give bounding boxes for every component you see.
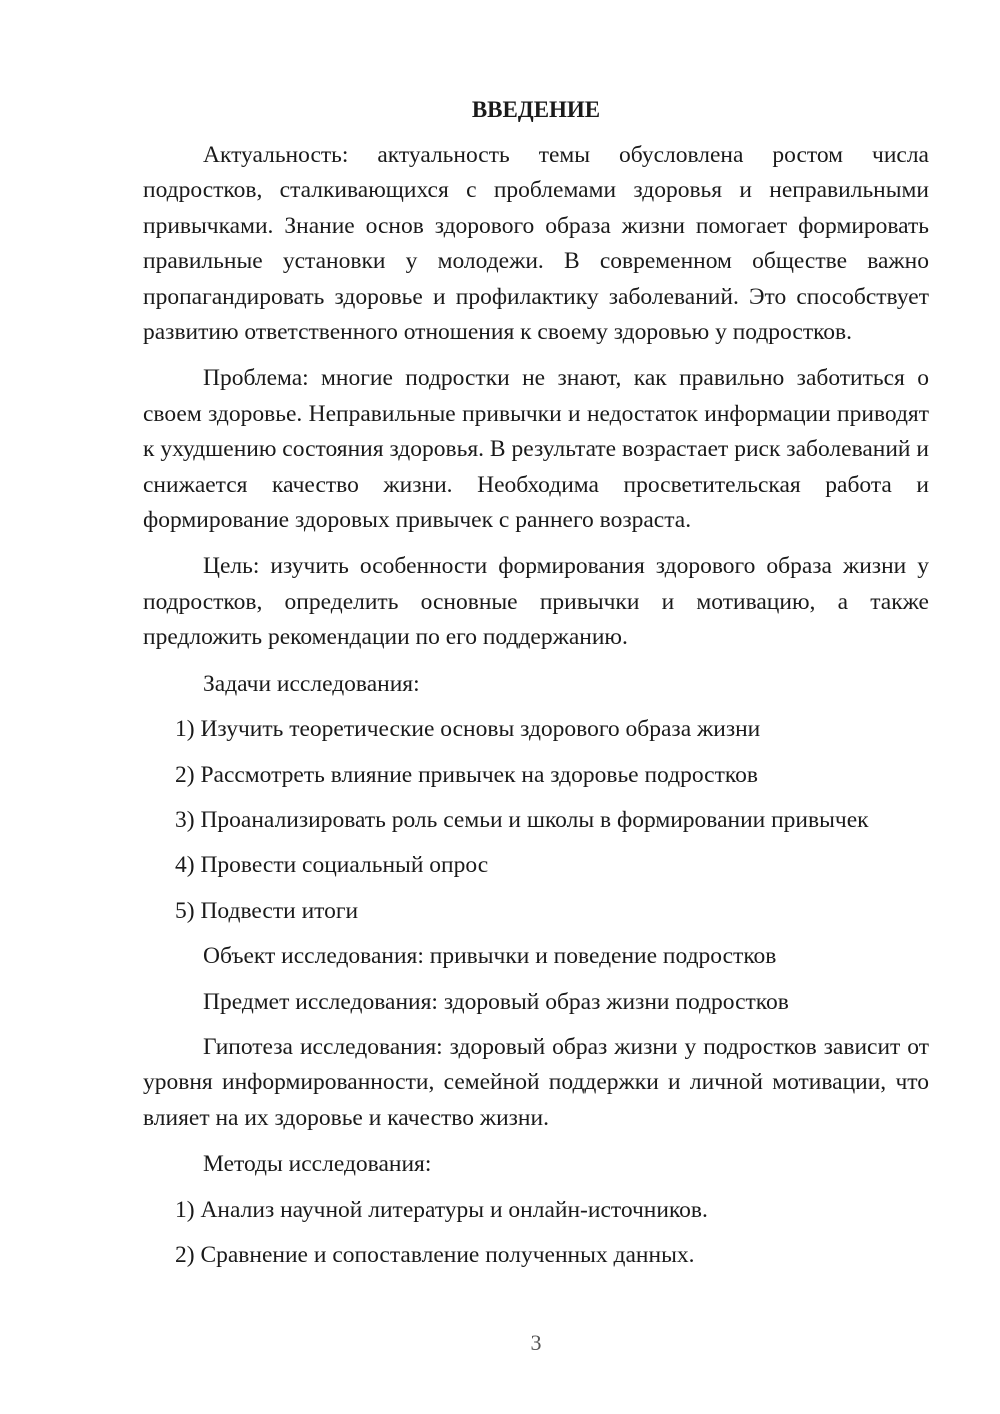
relevance-paragraph: Актуальность: актуальность темы обусловлена ростом числа подростков, сталкивающихся с проблемами здоровья и неправильными привычками. Знание основ здорового образа жизни помогает формировать правильные установки у молодежи. В современном обществе важно пропагандировать здоровье и профилактику заболеваний. Это способствует развитию ответственного отношения к своему здоровью у подростков. bbox=[143, 142, 929, 346]
task-item: 4) Провести социальный опрос bbox=[175, 852, 489, 879]
method-item: 1) Анализ научной литературы и онлайн-источников. bbox=[175, 1196, 708, 1223]
problem-paragraph: Проблема: многие подростки не знают, как правильно заботиться о своем здоровье. Неправильные привычки и недостаток информации приводят к ухудшению состояния здоровья. В результате возрастает риск заболеваний и снижается качество жизни. Необходима просветительская работа и формирование здоровых привычек с раннего возраста. bbox=[143, 365, 929, 534]
task-item: 3) Проанализировать роль семьи и школы в формировании привычек bbox=[175, 806, 869, 833]
methods-heading: Методы исследования: bbox=[203, 1151, 432, 1178]
hypothesis-paragraph: Гипотеза исследования: здоровый образ жизни у подростков зависит от уровня информированности, семейной поддержки и личной мотивации, что влияет на их здоровье и качество жизни. bbox=[143, 1033, 929, 1131]
page-number: 3 bbox=[530, 1330, 542, 1355]
research-object: Объект исследования: привычки и поведение подростков bbox=[203, 943, 777, 970]
document-body bbox=[143, 92, 929, 1283]
method-item: 2) Сравнение и сопоставление полученных данных. bbox=[175, 1241, 695, 1268]
tasks-heading: Задачи исследования: bbox=[203, 670, 420, 697]
section-title: ВВЕДЕНИЕ bbox=[471, 97, 601, 122]
task-item: 5) Подвести итоги bbox=[175, 897, 359, 924]
task-item: 1) Изучить теоретические основы здорового образа жизни bbox=[175, 716, 761, 743]
task-item: 2) Рассмотреть влияние привычек на здоровье подростков bbox=[175, 761, 758, 788]
research-subject: Предмет исследования: здоровый образ жизни подростков bbox=[203, 988, 789, 1015]
goal-paragraph: Цель: изучить особенности формирования здорового образа жизни у подростков, определить основные привычки и мотивацию, а также предложить рекомендации по его поддержанию. bbox=[143, 553, 929, 651]
